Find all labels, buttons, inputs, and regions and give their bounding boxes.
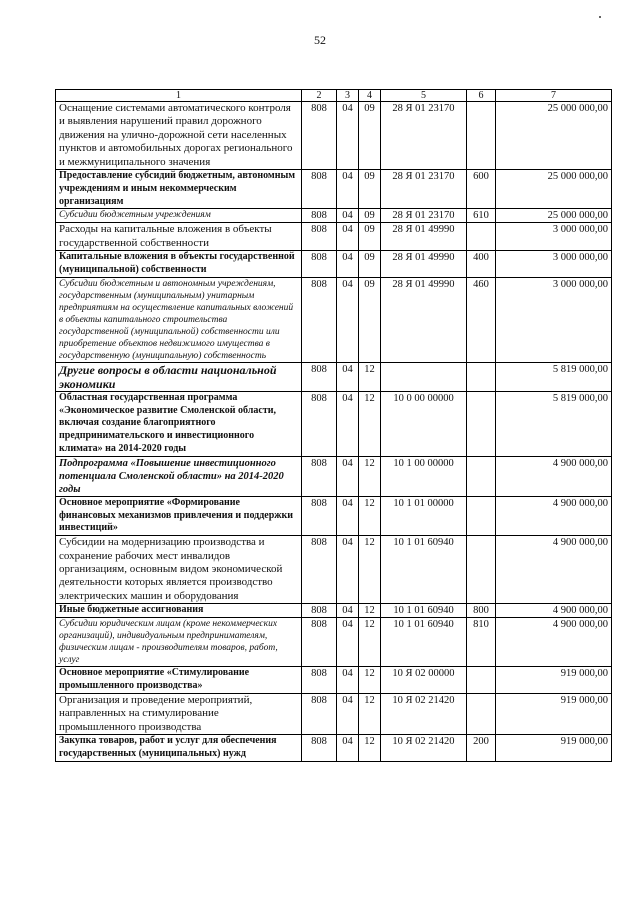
subsection-code-cell: 12 bbox=[359, 456, 381, 496]
row-name-cell: Субсидии бюджетным и автономным учреждениям, государственным (муниципальным) унитарным предприятиям на осуществление капитальных вложений в объекты капитального строительства государственной (муниципальной) собственности или приобретение объектов недвижимого имущества в государственную (муниципальную) собственность bbox=[56, 277, 302, 362]
section-code-cell: 04 bbox=[337, 667, 359, 694]
table-row bbox=[56, 693, 612, 734]
row-name-cell: Другие вопросы в области национальной экономики bbox=[56, 362, 302, 391]
table-row bbox=[56, 496, 612, 535]
ministry-code-cell: 808 bbox=[302, 362, 337, 391]
section-code-cell: 04 bbox=[337, 223, 359, 251]
row-name-cell: Предоставление субсидий бюджетным, автономным учреждениям и иным некоммерческим организациям bbox=[56, 170, 302, 209]
section-code-cell: 04 bbox=[337, 391, 359, 456]
target-article-cell: 10 Я 02 21420 bbox=[381, 693, 467, 734]
amount-cell: 5 819 000,00 bbox=[496, 362, 612, 391]
expense-type-cell: 600 bbox=[467, 170, 496, 209]
amount-cell: 25 000 000,00 bbox=[496, 102, 612, 170]
section-code-cell: 04 bbox=[337, 277, 359, 362]
table-row bbox=[56, 209, 612, 223]
ministry-code-cell: 808 bbox=[302, 456, 337, 496]
ministry-code-cell: 808 bbox=[302, 102, 337, 170]
subsection-code-cell: 12 bbox=[359, 362, 381, 391]
table-row bbox=[56, 223, 612, 251]
amount-cell: 3 000 000,00 bbox=[496, 251, 612, 278]
row-name-cell: Областная государственная программа «Экономическое развитие Смоленской области, включая создание благоприятного предпринимательского и инвестиционного климата» на 2014-2020 годы bbox=[56, 391, 302, 456]
table-row bbox=[56, 536, 612, 604]
table-row bbox=[56, 667, 612, 694]
column-number-row bbox=[56, 90, 612, 102]
ministry-code-cell: 808 bbox=[302, 209, 337, 223]
table-row bbox=[56, 391, 612, 456]
amount-cell: 919 000,00 bbox=[496, 667, 612, 694]
table-row bbox=[56, 456, 612, 496]
expense-type-cell: 810 bbox=[467, 618, 496, 667]
section-code-cell: 04 bbox=[337, 209, 359, 223]
target-article-cell bbox=[381, 362, 467, 391]
target-article-cell: 10 Я 02 00000 bbox=[381, 667, 467, 694]
expense-type-cell bbox=[467, 667, 496, 694]
expense-type-cell: 200 bbox=[467, 735, 496, 762]
row-name-cell: Организация и проведение мероприятий, направленных на стимулирование промышленного производства bbox=[56, 693, 302, 734]
row-name-cell: Субсидии юридическим лицам (кроме некоммерческих организаций), индивидуальным предпринимателям, физическим лицам - производителям товаров, работ, услуг bbox=[56, 618, 302, 667]
table-row bbox=[56, 604, 612, 618]
ministry-code-cell: 808 bbox=[302, 277, 337, 362]
target-article-cell: 28 Я 01 23170 bbox=[381, 102, 467, 170]
ministry-code-cell: 808 bbox=[302, 251, 337, 278]
ministry-code-cell: 808 bbox=[302, 604, 337, 618]
row-name-cell: Капитальные вложения в объекты государственной (муниципальной) собственности bbox=[56, 251, 302, 278]
subsection-code-cell: 09 bbox=[359, 170, 381, 209]
subsection-code-cell: 09 bbox=[359, 277, 381, 362]
expense-type-cell bbox=[467, 102, 496, 170]
amount-cell: 4 900 000,00 bbox=[496, 456, 612, 496]
target-article-cell: 28 Я 01 23170 bbox=[381, 170, 467, 209]
column-header: 6 bbox=[467, 90, 496, 102]
ministry-code-cell: 808 bbox=[302, 735, 337, 762]
expense-type-cell bbox=[467, 496, 496, 535]
table-row bbox=[56, 618, 612, 667]
expense-type-cell: 400 bbox=[467, 251, 496, 278]
column-header: 1 bbox=[56, 90, 302, 102]
row-name-cell: Расходы на капитальные вложения в объекты государственной собственности bbox=[56, 223, 302, 251]
target-article-cell: 28 Я 01 49990 bbox=[381, 251, 467, 278]
expense-type-cell bbox=[467, 223, 496, 251]
table-row bbox=[56, 251, 612, 278]
target-article-cell: 28 Я 01 49990 bbox=[381, 223, 467, 251]
target-article-cell: 10 1 01 60940 bbox=[381, 618, 467, 667]
column-header: 3 bbox=[337, 90, 359, 102]
subsection-code-cell: 12 bbox=[359, 735, 381, 762]
target-article-cell: 28 Я 01 23170 bbox=[381, 209, 467, 223]
target-article-cell: 10 0 00 00000 bbox=[381, 391, 467, 456]
ministry-code-cell: 808 bbox=[302, 693, 337, 734]
subsection-code-cell: 09 bbox=[359, 209, 381, 223]
subsection-code-cell: 12 bbox=[359, 496, 381, 535]
section-code-cell: 04 bbox=[337, 618, 359, 667]
expense-type-cell: 460 bbox=[467, 277, 496, 362]
amount-cell: 25 000 000,00 bbox=[496, 209, 612, 223]
target-article-cell: 10 Я 02 21420 bbox=[381, 735, 467, 762]
ministry-code-cell: 808 bbox=[302, 391, 337, 456]
expense-type-cell bbox=[467, 456, 496, 496]
section-code-cell: 04 bbox=[337, 102, 359, 170]
ministry-code-cell: 808 bbox=[302, 223, 337, 251]
subsection-code-cell: 09 bbox=[359, 251, 381, 278]
table-row bbox=[56, 362, 612, 391]
section-code-cell: 04 bbox=[337, 604, 359, 618]
ministry-code-cell: 808 bbox=[302, 536, 337, 604]
subsection-code-cell: 12 bbox=[359, 693, 381, 734]
column-header: 2 bbox=[302, 90, 337, 102]
amount-cell: 3 000 000,00 bbox=[496, 277, 612, 362]
target-article-cell: 10 1 01 60940 bbox=[381, 604, 467, 618]
subsection-code-cell: 12 bbox=[359, 618, 381, 667]
row-name-cell: Субсидии на модернизацию производства и сохранение рабочих мест инвалидов организациям, основным видом экономической деятельности которых является производство электрических машин и оборудования bbox=[56, 536, 302, 604]
expense-type-cell bbox=[467, 362, 496, 391]
scan-speck bbox=[599, 16, 601, 18]
section-code-cell: 04 bbox=[337, 735, 359, 762]
target-article-cell: 28 Я 01 49990 bbox=[381, 277, 467, 362]
target-article-cell: 10 1 01 60940 bbox=[381, 536, 467, 604]
page-number: 52 bbox=[314, 33, 326, 47]
section-code-cell: 04 bbox=[337, 536, 359, 604]
subsection-code-cell: 09 bbox=[359, 102, 381, 170]
amount-cell: 4 900 000,00 bbox=[496, 496, 612, 535]
row-name-cell: Оснащение системами автоматического контроля и выявления нарушений правил дорожного движения на улично-дорожной сети населенных пунктов и автомобильных дорогах регионального и межмуниципального значения bbox=[56, 102, 302, 170]
ministry-code-cell: 808 bbox=[302, 667, 337, 694]
amount-cell: 5 819 000,00 bbox=[496, 391, 612, 456]
column-header: 7 bbox=[496, 90, 612, 102]
table-row bbox=[56, 170, 612, 209]
table-row bbox=[56, 102, 612, 170]
section-code-cell: 04 bbox=[337, 456, 359, 496]
subsection-code-cell: 12 bbox=[359, 536, 381, 604]
table-row bbox=[56, 277, 612, 362]
table-row bbox=[56, 735, 612, 762]
amount-cell: 25 000 000,00 bbox=[496, 170, 612, 209]
row-name-cell: Субсидии бюджетным учреждениям bbox=[56, 209, 302, 223]
subsection-code-cell: 12 bbox=[359, 604, 381, 618]
expense-type-cell: 800 bbox=[467, 604, 496, 618]
ministry-code-cell: 808 bbox=[302, 170, 337, 209]
target-article-cell: 10 1 01 00000 bbox=[381, 496, 467, 535]
amount-cell: 4 900 000,00 bbox=[496, 604, 612, 618]
subsection-code-cell: 12 bbox=[359, 391, 381, 456]
expense-type-cell bbox=[467, 391, 496, 456]
amount-cell: 919 000,00 bbox=[496, 693, 612, 734]
section-code-cell: 04 bbox=[337, 170, 359, 209]
section-code-cell: 04 bbox=[337, 496, 359, 535]
column-header: 4 bbox=[359, 90, 381, 102]
column-header: 5 bbox=[381, 90, 467, 102]
amount-cell: 919 000,00 bbox=[496, 735, 612, 762]
amount-cell: 4 900 000,00 bbox=[496, 536, 612, 604]
row-name-cell: Иные бюджетные ассигнования bbox=[56, 604, 302, 618]
amount-cell: 4 900 000,00 bbox=[496, 618, 612, 667]
budget-table bbox=[55, 89, 612, 762]
row-name-cell: Закупка товаров, работ и услуг для обеспечения государственных (муниципальных) нужд bbox=[56, 735, 302, 762]
section-code-cell: 04 bbox=[337, 693, 359, 734]
subsection-code-cell: 12 bbox=[359, 667, 381, 694]
row-name-cell: Основное мероприятие «Стимулирование промышленного производства» bbox=[56, 667, 302, 694]
row-name-cell: Подпрограмма «Повышение инвестиционного потенциала Смоленской области» на 2014-2020 годы bbox=[56, 456, 302, 496]
section-code-cell: 04 bbox=[337, 362, 359, 391]
expense-type-cell bbox=[467, 536, 496, 604]
ministry-code-cell: 808 bbox=[302, 618, 337, 667]
target-article-cell: 10 1 00 00000 bbox=[381, 456, 467, 496]
amount-cell: 3 000 000,00 bbox=[496, 223, 612, 251]
subsection-code-cell: 09 bbox=[359, 223, 381, 251]
section-code-cell: 04 bbox=[337, 251, 359, 278]
expense-type-cell bbox=[467, 693, 496, 734]
row-name-cell: Основное мероприятие «Формирование финансовых механизмов привлечения и поддержки инвестиций» bbox=[56, 496, 302, 535]
ministry-code-cell: 808 bbox=[302, 496, 337, 535]
expense-type-cell: 610 bbox=[467, 209, 496, 223]
